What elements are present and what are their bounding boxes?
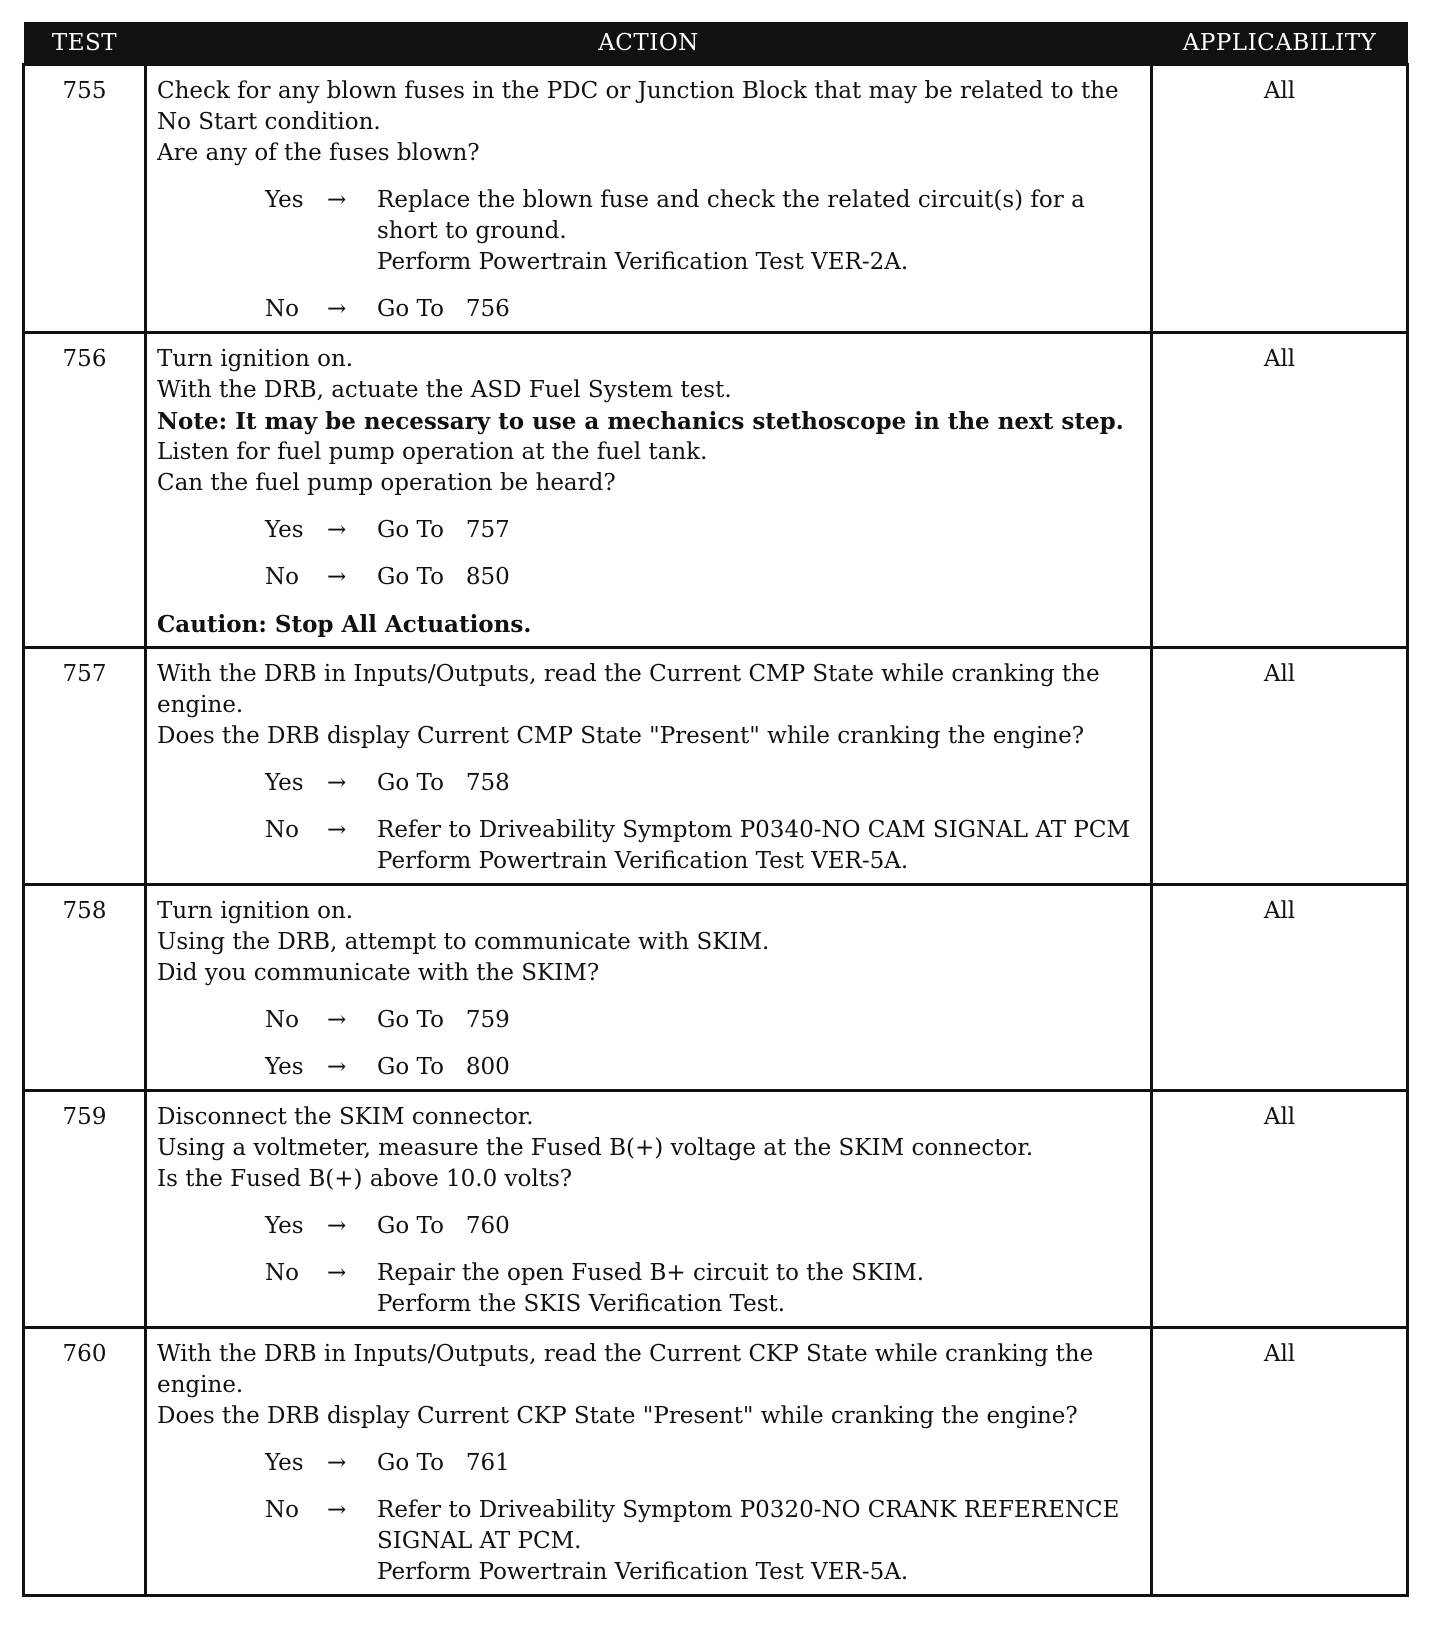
branch-no bbox=[157, 562, 1144, 593]
action-line: Using a voltmeter, measure the Fused B(+) voltage at the SKIM connector. bbox=[157, 1135, 1034, 1161]
branch-result bbox=[377, 562, 1144, 593]
branch-no bbox=[157, 1258, 1144, 1320]
action-note: Note: It may be necessary to use a mechanics stethoscope in the next step. bbox=[157, 408, 1124, 435]
diagnostic-test-table bbox=[22, 22, 1409, 1597]
branch-result-line: Go To 761 bbox=[377, 1450, 510, 1476]
header-action: ACTION bbox=[146, 22, 1152, 65]
action-cell bbox=[146, 1328, 1152, 1596]
branch-result-line: Go To 758 bbox=[377, 770, 510, 796]
arrow-right-icon: → bbox=[327, 1450, 347, 1476]
test-number: 757 bbox=[24, 648, 146, 885]
applicability-value: All bbox=[1152, 1091, 1408, 1328]
table-header-row bbox=[24, 22, 1408, 65]
branch-answer: Yes bbox=[265, 517, 304, 543]
arrow-right-icon: → bbox=[327, 564, 347, 590]
branch-no bbox=[157, 294, 1144, 325]
branch-result-line: Perform the SKIS Verification Test. bbox=[377, 1291, 786, 1317]
arrow-right-icon: → bbox=[327, 1054, 347, 1080]
diagnostic-test-table-sheet bbox=[22, 22, 1406, 1597]
arrow-right-icon: → bbox=[327, 817, 347, 843]
branch-answer: No bbox=[265, 1007, 299, 1033]
branch-result bbox=[377, 1258, 1144, 1320]
action-line: With the DRB in Inputs/Outputs, read the Current CMP State while cranking the engine. bbox=[157, 661, 1100, 718]
action-line: Check for any blown fuses in the PDC or Junction Block that may be related to the No Start condition. bbox=[157, 78, 1119, 135]
applicability-value: All bbox=[1152, 333, 1408, 648]
header-test: TEST bbox=[24, 22, 146, 65]
applicability-value: All bbox=[1152, 885, 1408, 1091]
branch-answer: Yes bbox=[265, 1213, 304, 1239]
branch-result-line: Perform Powertrain Verification Test VER-5A. bbox=[377, 848, 909, 874]
action-line: Does the DRB display Current CKP State "Present" while cranking the engine? bbox=[157, 1403, 1078, 1429]
arrow-right-icon: → bbox=[327, 296, 347, 322]
branch-no bbox=[157, 815, 1144, 877]
branch-result-line: Go To 759 bbox=[377, 1007, 510, 1033]
action-cell bbox=[146, 333, 1152, 648]
branch-answer: Yes bbox=[265, 1450, 304, 1476]
arrow-right-icon: → bbox=[327, 517, 347, 543]
branch-result bbox=[377, 1495, 1144, 1588]
table-row bbox=[24, 885, 1408, 1091]
arrow-right-icon: → bbox=[327, 1007, 347, 1033]
action-line: Turn ignition on. bbox=[157, 898, 354, 924]
branch-result-line: Go To 757 bbox=[377, 517, 510, 543]
action-line: With the DRB in Inputs/Outputs, read the Current CKP State while cranking the engine. bbox=[157, 1341, 1094, 1398]
arrow-right-icon: → bbox=[327, 187, 347, 213]
action-cell bbox=[146, 65, 1152, 333]
action-line: Can the fuel pump operation be heard? bbox=[157, 470, 616, 496]
branch-result-line: Perform Powertrain Verification Test VER-5A. bbox=[377, 1559, 909, 1585]
table-row bbox=[24, 1328, 1408, 1596]
branch-answer: No bbox=[265, 564, 299, 590]
branch-yes bbox=[157, 515, 1144, 546]
branch-result-line: Repair the open Fused B+ circuit to the SKIM. bbox=[377, 1260, 925, 1286]
branch-result bbox=[377, 515, 1144, 546]
branch-yes bbox=[157, 185, 1144, 278]
branch-no bbox=[157, 1495, 1144, 1588]
branch-result bbox=[377, 1211, 1144, 1242]
branch-answer: Yes bbox=[265, 187, 304, 213]
branch-answer: Yes bbox=[265, 1054, 304, 1080]
arrow-right-icon: → bbox=[327, 1260, 347, 1286]
branch-answer: No bbox=[265, 1497, 299, 1523]
branch-answer: Yes bbox=[265, 770, 304, 796]
action-line: Did you communicate with the SKIM? bbox=[157, 960, 600, 986]
branch-result bbox=[377, 294, 1144, 325]
table-row bbox=[24, 65, 1408, 333]
branch-result bbox=[377, 1005, 1144, 1036]
branch-result-line: Refer to Driveability Symptom P0320-NO CRANK REFERENCE SIGNAL AT PCM. bbox=[377, 1497, 1127, 1554]
applicability-value: All bbox=[1152, 648, 1408, 885]
action-line: With the DRB, actuate the ASD Fuel System test. bbox=[157, 377, 732, 403]
branch-yes bbox=[157, 1052, 1144, 1083]
arrow-right-icon: → bbox=[327, 1213, 347, 1239]
action-line: Is the Fused B(+) above 10.0 volts? bbox=[157, 1166, 573, 1192]
table-body bbox=[24, 65, 1408, 1596]
action-line: Turn ignition on. bbox=[157, 346, 354, 372]
branch-answer: No bbox=[265, 817, 299, 843]
branch-result-line: Go To 760 bbox=[377, 1213, 510, 1239]
test-number: 756 bbox=[24, 333, 146, 648]
branch-result-line: Go To 756 bbox=[377, 296, 510, 322]
action-cell bbox=[146, 648, 1152, 885]
applicability-value: All bbox=[1152, 1328, 1408, 1596]
branch-yes bbox=[157, 768, 1144, 799]
applicability-value: All bbox=[1152, 65, 1408, 333]
branch-result-line: Go To 850 bbox=[377, 564, 510, 590]
branch-result-line: Perform Powertrain Verification Test VER-2A. bbox=[377, 249, 909, 275]
branch-answer: No bbox=[265, 1260, 299, 1286]
branch-result bbox=[377, 185, 1144, 278]
test-number: 755 bbox=[24, 65, 146, 333]
branch-yes bbox=[157, 1211, 1144, 1242]
arrow-right-icon: → bbox=[327, 1497, 347, 1523]
action-line: Using the DRB, attempt to communicate with SKIM. bbox=[157, 929, 770, 955]
action-cell bbox=[146, 885, 1152, 1091]
table-row bbox=[24, 648, 1408, 885]
branch-result-line: Go To 800 bbox=[377, 1054, 510, 1080]
branch-no bbox=[157, 1005, 1144, 1036]
test-number: 758 bbox=[24, 885, 146, 1091]
branch-result bbox=[377, 768, 1144, 799]
caution-text: Caution: Stop All Actuations. bbox=[157, 611, 532, 638]
branch-result-line: Replace the blown fuse and check the related circuit(s) for a short to ground. bbox=[377, 187, 1093, 244]
test-number: 760 bbox=[24, 1328, 146, 1596]
table-row bbox=[24, 1091, 1408, 1328]
branch-result bbox=[377, 1448, 1144, 1479]
test-number: 759 bbox=[24, 1091, 146, 1328]
action-cell bbox=[146, 1091, 1152, 1328]
action-line: Listen for fuel pump operation at the fuel tank. bbox=[157, 439, 708, 465]
action-line: Does the DRB display Current CMP State "Present" while cranking the engine? bbox=[157, 723, 1085, 749]
branch-answer: No bbox=[265, 296, 299, 322]
branch-result bbox=[377, 1052, 1144, 1083]
table-row bbox=[24, 333, 1408, 648]
branch-yes bbox=[157, 1448, 1144, 1479]
branch-result bbox=[377, 815, 1144, 877]
action-line: Disconnect the SKIM connector. bbox=[157, 1104, 534, 1130]
header-applicability: APPLICABILITY bbox=[1152, 22, 1408, 65]
branch-result-line: Refer to Driveability Symptom P0340-NO CAM SIGNAL AT PCM bbox=[377, 817, 1131, 843]
arrow-right-icon: → bbox=[327, 770, 347, 796]
action-line: Are any of the fuses blown? bbox=[157, 140, 480, 166]
